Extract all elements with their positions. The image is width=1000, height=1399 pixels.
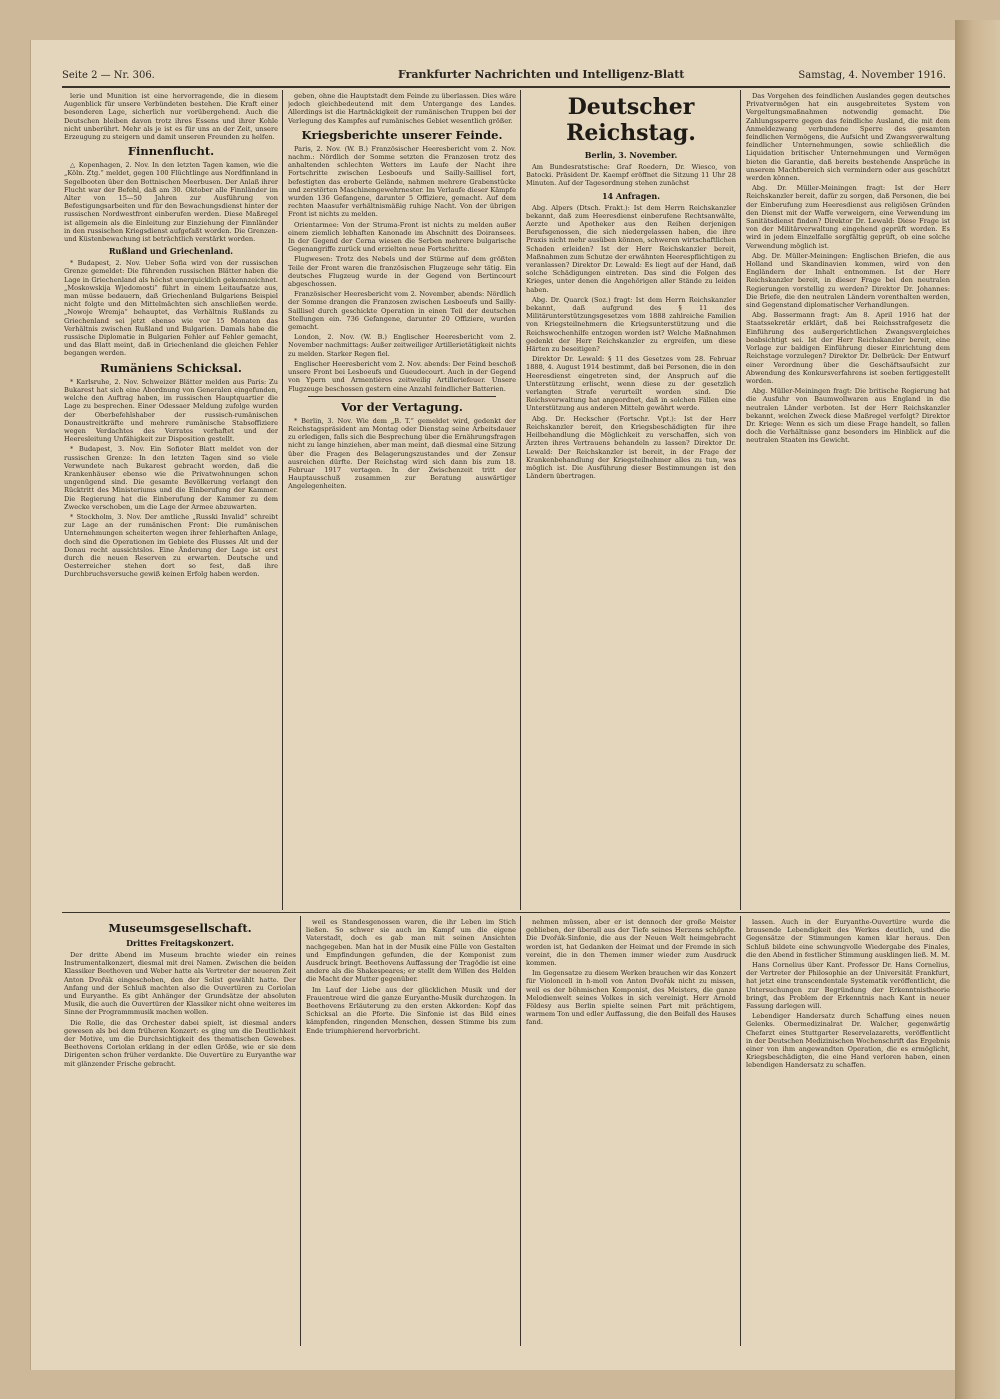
article-text: Abg. Dr. Müller-Meiningen: Englischen Briefen, die aus Holland und Skandinavien kommen, wird von den Engländern der Inhalt entnommen. Ist der Herr Reichskanzler bereit, in dieser Frage bei den neutralen Regierungen vorstellig zu werden? Direktor Dr. Johannes: Die Briefe, die den neutralen Ländern vorenthalten werden, sind Gegenstand diplomatischer Verhandlungen. [746, 251, 950, 310]
column-divider [300, 916, 301, 1346]
article-text: nehmen müssen, aber er ist dennoch der große Meister geblieben, der überall aus der Tiefe seines Herzens schöpfte. Die Dvořák-Sinfonie, die aus der Neuen Welt heimgebracht worden ist, hat Gedanken der Heimat und der Fremde in sich vereint, die in den Themen immer wieder zum Ausdruck kommen. [526, 918, 736, 968]
article-text: Flugwesen: Trotz des Nebels und der Stürme auf dem größten Teile der Front waren die französischen Flugzeuge sehr tätig. Ein deutsches Flugzeug wurde in der Gegend von Bertincourt abgeschossen. [288, 255, 516, 289]
headline-museumsgesellschaft: Museumsgesellschaft. [108, 921, 252, 935]
article-text: Abg. Müller-Meiningen fragt: Die britische Regierung hat die Ausfuhr von Baumwollwaren aus England in die neutralen Länder verboten. Ist der Herr Reichskanzler bekannt, welchen Zweck diese Maßregel verfolgt? Direktor Dr. Kriege: Wenn es sich um diese Frage handelt, so fallen doch die Verhältnisse ganz besonders im Hinblick auf die neutralen Staaten ins Gewicht. [746, 387, 950, 445]
article-text: lassen. Auch in der Euryanthe-Ouvertüre wurde die brausende Lebendigkeit des Werkes deutlich, und die Gegensätze der Stimmungen kamen klar heraus. Den Schluß bildete eine schwungvolle Wiedergabe des Finales, die den Abend in festlicher Stimmung ausklingen ließ. M. M. [746, 918, 950, 959]
feuilleton-column-4 [746, 918, 950, 1344]
feuilleton-column-2 [306, 918, 516, 1344]
article-text: Der dritte Abend im Museum brachte wieder ein reines Instrumentalkonzert, diesmal mit drei Namen. Zwischen die beiden Klassiker Beethoven und Weber hatte als Vertreter der neueren Zeit Anton Dvořák eingeschoben, den der Solist gewählt hatte. Der Anfang und der Schluß machten also die Ouvertüren zu Coriolan und Euryanthe. Es gibt Anhänger der Grundsätze der absoluten Musik, die auch die Ouvertüren der Klassiker nicht ohne weiteres im Sinne der Programmmusik machen wollen. [64, 951, 296, 1017]
article-text: Englischer Heeresbericht vom 2. Nov. abends: Der Feind beschoß unsere Front bei Lesboeufs und Gueudecourt. Auch in der Gegend von Ypern und Armentières zeitweilig Artilleriefeuer. Unsere Flugzeuge beschossen gestern eine Anzahl feindlicher Batterien. [288, 359, 516, 393]
headline-reichstag: Deutscher Reichstag. [566, 94, 696, 146]
article-text: Orientarmee: Von der Struma-Front ist nichts zu melden außer einem ziemlich lebhaften Kanonade im Abschnitt des Doiransees. In der Gegend der Cerna wiesen die Serben mehrere bulgarische Gegenangriffe zurück und erzielten neue Fortschritte. [288, 220, 516, 254]
article-text: * Budapest, 2. Nov. Ueber Sofia wird von der russischen Grenze gemeldet: Die führenden russischen Blätter haben die Lage in Griechenland als höchst unerquicklich gekennzeichnet. „Moskowskija Wjedomosti“ führt in einem Leitaufsatze aus, man müsse bedauern, daß Griechenland Bulgariens Beispiel nicht folgte und den Mittelmächten sich anschließen werde. „Nowoje Wremja“ behauptet, das Verhältnis Rußlands zu Griechenland sei jetzt ebenso wie vor 15 Monaten das Verhältnis zwischen Rußland und Bulgarien. Damals habe die russische Diplomatie in Bulgarien Fehler auf Fehler gemacht, und das Blatt meint, daß in Griechenland die gleichen Fehler begangen werden. [64, 259, 278, 358]
issue-date: Samstag, 4. November 1916. [798, 70, 946, 81]
article-text: weil es Standesgenossen waren, die ihr Leben im Stich ließen. So schwer sie auch im Kampf um die eigene Vaterstadt, doch es gab man mit seinen Ansichten nachgegeben. Man hat in der Musik eine Fülle von Gestalten und Empfindungen gefunden, die der Komponist zum Ausdruck bringt. Beethovens Auffassung der Tragödie ist eine andere als die Shakespeares; er stellt dem Willen des Helden die Macht der Mutter gegenüber. [306, 918, 516, 984]
column-divider [740, 916, 741, 1346]
headline-vertagung: Vor der Vertagung. [341, 399, 463, 414]
article-text: Abg. Dr. Müller-Meiningen fragt: Ist der Herr Reichskanzler bereit, dafür zu sorgen, daß Personen, die bei der Einberufung zum Heeresdienst aus religiösen Gründen den Dienst mit der Waffe verweigern, eine Verwendung im Sanitätsdienst finden? Direktor Dr. Lewald: Diese Frage ist von der Militärverwaltung eingehend geprüft worden. Es wird in jedem Einzelfalle sorgfältig geprüft, ob eine solche Verwendung möglich ist. [746, 184, 950, 250]
subheadline-anfragen: 14 Anfragen. [601, 190, 661, 201]
article-text: geben, ohne die Hauptstadt dem Feinde zu überlassen. Dies wäre jedoch gleichbedeutend mit dem Untergange des Landes. Allerdings ist die Hartnäckigkeit der rumänischen Truppen bei der Verlegung des Kampfes auf rumänisches Gebiet wesentlich größer. [288, 92, 516, 125]
feuilleton-column-3 [526, 918, 736, 1344]
header-rule [62, 86, 950, 88]
article-text: Abg. Alpers (Dtsch. Frakt.): Ist dem Herrn Reichskanzler bekannt, daß zum Heeresdienst einberufene Rechtsanwälte, Aerzte und Apotheker aus den Reihen derjenigen Berufsgenossen, die sich niedergelassen haben, die ihre Praxis nicht mehr ausüben können, schweren wirtschaftlichen Schaden erleiden? Ist der Herr Reichskanzler bereit, Maßnahmen zum Schutze der erwähnten Heerespflichtigen zu veranlassen? Direktor Dr. Lewald: Es liegt auf der Hand, daß solche Schädigungen eintreten. Das sind die Folgen des Krieges, unter denen die Angehörigen aller Stände zu leiden haben. [526, 203, 736, 294]
article-text: Abg. Dr. Heckscher (Fortschr. Vpt.): Ist der Herr Reichskanzler bereit, den Kriegsbeschädigten für ihre Heilbehandlung die Möglichkeit zu verschaffen, sich von Ärzten ihres Vertrauens behandeln zu lassen? Direktor Dr. Lewald: Der Reichskanzler ist bereit, in der Frage der Krankenbehandlung der Kriegsteilnehmer alles zu tun, was möglich ist. Die Ausführung dieser Bestimmungen ist den Ländern übertragen. [526, 414, 736, 481]
feuilleton-column-1 [64, 918, 296, 1344]
page-number: Seite 2 — Nr. 306. [62, 70, 155, 81]
article-text: Im Lauf der Liebe aus der glücklichen Musik und der Frauentreue wird die ganze Euryanthe-Musik durchzogen. In Beethovens Erläuterung zu den ersten Akkorden: Kopf das Schicksal an die Pforte. Die Sinfonie ist das Bild eines kämpfenden, ringenden Menschen, dessen Stimme bis zum Ende triumphierend hervorbricht. [306, 985, 516, 1035]
headline-kriegsberichte: Kriegsberichte unserer Feinde. [301, 127, 503, 142]
article-text: * Budapest, 3. Nov. Ein Sofioter Blatt meldet von der russischen Grenze: In den letzten Tagen sind so viele Verwundete nach Bukarest gebracht worden, daß die Krankenhäuser ebenso wie die Privatwohnungen schon ungenügend sind. Die gesamte Bevölkerung verlangt den Rücktritt des Ministeriums und die Einberufung der Kammer. Die Regierung hat die Einberufung der Kammer zu dem Zwecke verschoben, um die Lage der Armee abzuwarten. [64, 445, 278, 511]
page-header [62, 64, 954, 86]
article-text: * Karlsruhe, 2. Nov. Schweizer Blätter melden aus Paris: Zu Bukarest hat sich eine Abordnung von Generalen eingefunden, welche den Auftrag haben, im russischen Hauptquartier die Lage zu besprechen. Einer Odessaer Meldung zufolge wurden der Oberbefehlshaber der russisch-rumänischen Donaustreitkräfte und mehrere rumänische Stabsoffiziere wegen Verdachtes des Verrates verhaftet und der Heeresleitung Unfähigkeit zur Disposition gestellt. [64, 377, 278, 444]
column-1 [64, 92, 278, 908]
article-text: △ Kopenhagen, 2. Nov. In den letzten Tagen kamen, wie die „Köln. Ztg.“ meldet, gegen 100 Flüchtlinge aus Nordfinnland in Segelbooten über den Bottnischen Meerbusen. Der Anlaß ihrer Flucht war der Befehl, daß am 30. Oktober alle Finnländer im Alter von 15—50 Jahren zur Ausführung von Befestigungsarbeiten und für den Bewachungsdienst hinter der russischen Nordwestfront einberufen werden. Diese Maßregel ist allgemein als die Einleitung zur Einziehung der Finnländer in den russischen Kriegsdienst aufgefaßt worden. Die Grenzen- und Küstenbewachung ist beträchtlich verstärkt worden. [64, 161, 278, 244]
headline-russland: Rußland und Griechenland. [108, 246, 234, 257]
article-text: lerie und Munition ist eine hervorragende, die in diesem Augenblick für unsere Verbündeten bestehen. Die Kraft einer besonderen Lage, sicherlich nur vorübergehend. Auch die Deutschen bleiben davon trotz ihres Essens und ihrer Kohle nicht unberührt. Mehr als je ist es für uns an der Zeit, unsere Erzeugung zu steigern und damit unseren Freunden zu helfen. [64, 92, 278, 142]
article-text: Im Gegensatze zu diesem Werken brauchen wir das Konzert für Violoncell in h-moll von Anton Dvořák nicht zu missen, weil es der böhmischen Komponist, des Meisters, die ganze Melodienwelt seines Volkes in sich vereinigt. Herr Arnold Földesy aus Berlin spielte seinen Part mit prächtigem, warmem Ton und edler Auffassung, die den Beifall des Hauses fand. [526, 969, 736, 1027]
article-text: * Berlin, 3. Nov. Wie dem „B. T.“ gemeldet wird, gedenkt der Reichstagspräsident am Montag oder Dienstag seine Arbeitsdauer zu erledigen, falls sich die Besprechung über die Ernährungsfragen nicht zu lange hinziehen, aber man meint, daß diesmal eine Sitzung über die Fragen des Belagerungszustandes und der Zensur ausreichen dürfte. Der Reichstag wird sich dann bis zum 18. Februar 1917 vertagen. In der Zwischenzeit tritt der Hauptausschuß zusammen zur Beratung auswärtiger Angelegenheiten. [288, 416, 516, 491]
column-divider [740, 90, 741, 910]
headline-finnenflucht: Finnenflucht. [127, 144, 215, 159]
column-4 [746, 92, 950, 908]
article-text: Hans Cornelius über Kant. Professor Dr. Hans Cornelius, der Vertreter der Philosophie an der Universität Frankfurt, hat jetzt eine transcendentale Systematik veröffentlicht, die Untersuchungen zur Begründung der Erkenntnistheorie bringt, das Problem der Erkenntnis nach Kant in neuer Fassung darlegen will. [746, 961, 950, 1011]
headline-rumaenien: Rumäniens Schicksal. [100, 360, 242, 375]
dateline: Berlin, 3. November. [584, 150, 678, 160]
newspaper-title: Frankfurter Nachrichten und Intelligenz-Blatt [398, 68, 685, 81]
article-text: Paris, 2. Nov. (W. B.) Französischer Heeresbericht vom 2. Nov. nachm.: Nördlich der Somme setzten die Franzosen trotz des anhaltenden schlechten Wetters im Laufe der Nacht ihre Fortschritte zwischen Lesboeufs und Sailly-Saillisel fort, befestigten das eroberte Gelände, nahmen mehrere Grabenstücke und zerstörten Maschinengewehrnester. Im Verlaufe dieser Kämpfe wurden 136 Gefangene, darunter 5 Offiziere, gemacht. Auf dem rechten Maasufer verhältnismäßig ruhige Nacht. Von der übrigen Front ist nichts zu melden. [288, 144, 516, 219]
article-text: London, 2. Nov. (W. B.) Englischer Heeresbericht vom 2. November nachmittags: Außer zeitweiliger Artillerietätigkeit nichts zu melden. Starker Regen fiel. [288, 333, 516, 358]
column-divider [520, 916, 521, 1346]
article-text: Am Bundesratstische: Graf Roedern, Dr. Wiesco, von Batocki. Präsident Dr. Kaempf eröffnet die Sitzung 11 Uhr 28 Minuten. Auf der Tagesordnung stehen zunächst [526, 163, 736, 188]
section-rule [62, 912, 950, 913]
article-text: * Stockholm, 3. Nov. Der amtliche „Russki Invalid“ schreibt zur Lage an der rumänischen Front: Die rumänischen Unternehmungen scheiterten wegen ihrer fehlerhaften Anlage, doch sind die Operationen im Gebiete des Flusses Alt und der Donau recht aussichtslos. Eine Änderung der Lage ist erst durch die neuen Reserven zu erwarten. Deutsche und Oesterreicher stehen dort so fest, daß ihre Durchbruchsversuche gewiß keinen Erfolg haben werden. [64, 512, 278, 579]
article-text: Lebendiger Handersatz durch Schaffung eines neuen Gelenks. Obermedizinalrat Dr. Walcher, gegenwärtig Chefarzt eines Stuttgarter Reservelazaretts, veröffentlicht in der Deutschen Medizinischen Wochenschrift das Ergebnis einer von ihm angewandten Operation, die es ermöglicht, Kriegsbeschädigten, die eine Hand verloren haben, einen lebendigen Handersatz zu schaffen. [746, 1012, 950, 1070]
page-edge-shadow [955, 20, 1000, 1399]
article-text: Französischer Heeresbericht vom 2. November, abends: Nördlich der Somme drangen die Franzosen zwischen Lesboeufs und Sailly-Saillisel durch geschickte Operation in einen Teil der deutschen Stellungen ein. 736 Gefangene, darunter 20 Offiziere, wurden gemacht. [288, 290, 516, 332]
subheadline-freitagskonzert: Drittes Freitagskonzert. [126, 938, 234, 948]
divider [308, 396, 496, 397]
column-divider [520, 90, 521, 910]
article-text: Das Vorgehen des feindlichen Auslandes gegen deutsches Privatvermögen hat ein ausgebreitetes System von Vergeltungsmaßnahmen notwendig gemacht. Die Zahlungssperre gegen das feindliche Ausland, die mit dem Anmeldezwang verbundene Sperre des gesamten feindlichen Vermögens, die Aufsicht und Zwangsverwaltung feindlicher Unternehmungen, sowie schließlich die Liquidation britischer Unternehmungen und Vermögen bieten die Garantie, daß bereits bestehende Ansprüche in unserem Machtbereich sich vermindern oder aus geschützt werden können. [746, 92, 950, 183]
column-divider [282, 90, 283, 910]
article-text: Die Rolle, die das Orchester dabei spielt, ist diesmal anders gewesen als bei dem früheren Konzert: es ging um die Deutlichkeit der Motive, um die Durchsichtigkeit des thematischen Gewebes. Beethovens Coriolan erklang in der edlen Größe, wie er sie dem Dirigenten schon früher verdankte. Die Ouvertüre zu Euryanthe war mit glänzender Frische gebracht. [64, 1018, 296, 1068]
column-3 [526, 92, 736, 908]
article-text: Abg. Bassermann fragt: Am 8. April 1916 hat der Staatssekretär erklärt, daß bei Reichsstrafgesetz die Einführung des außergerichtlichen Zwangsvergleiches beabsichtigt sei. Ist der Herr Reichskanzler bereit, eine Vorlage zur baldigen Einführung dieser Einrichtung dem Reichstage vorzulegen? Direktor Dr. Delbrück: Der Entwurf einer Verordnung über die Geschäftsaufsicht zur Abwendung des Konkursverfahrens ist soeben fertiggestellt worden. [746, 311, 950, 385]
column-2 [288, 92, 516, 908]
article-text: Abg. Dr. Quarck (Soz.) fragt: Ist dem Herrn Reichskanzler bekannt, daß aufgrund des § 11 des Militärunterstützungsgesetzes vom 1888 zahlreiche Familien von Kriegsteilnehmern die Kriegsunterstützung und die Reichswochenhilfe entzogen worden ist? Welche Maßnahmen gedenkt der Herr Reichskanzler zu ergreifen, um diese Härten zu beseitigen? [526, 295, 736, 354]
article-text: Direktor Dr. Lewald: § 11 des Gesetzes vom 28. Februar 1888, 4. August 1914 bestimmt, daß bei Personen, die in den Heeresdienst eingetreten sind, der Anspruch auf die Unterstützung erlischt, wenn diese zu der gesetzlich verlangten Strafe verurteilt worden sind. Die Reichsverwaltung hat angeordnet, daß in solchen Fällen eine Unterstützung aus anderen Mitteln gewährt werde. [526, 355, 736, 413]
